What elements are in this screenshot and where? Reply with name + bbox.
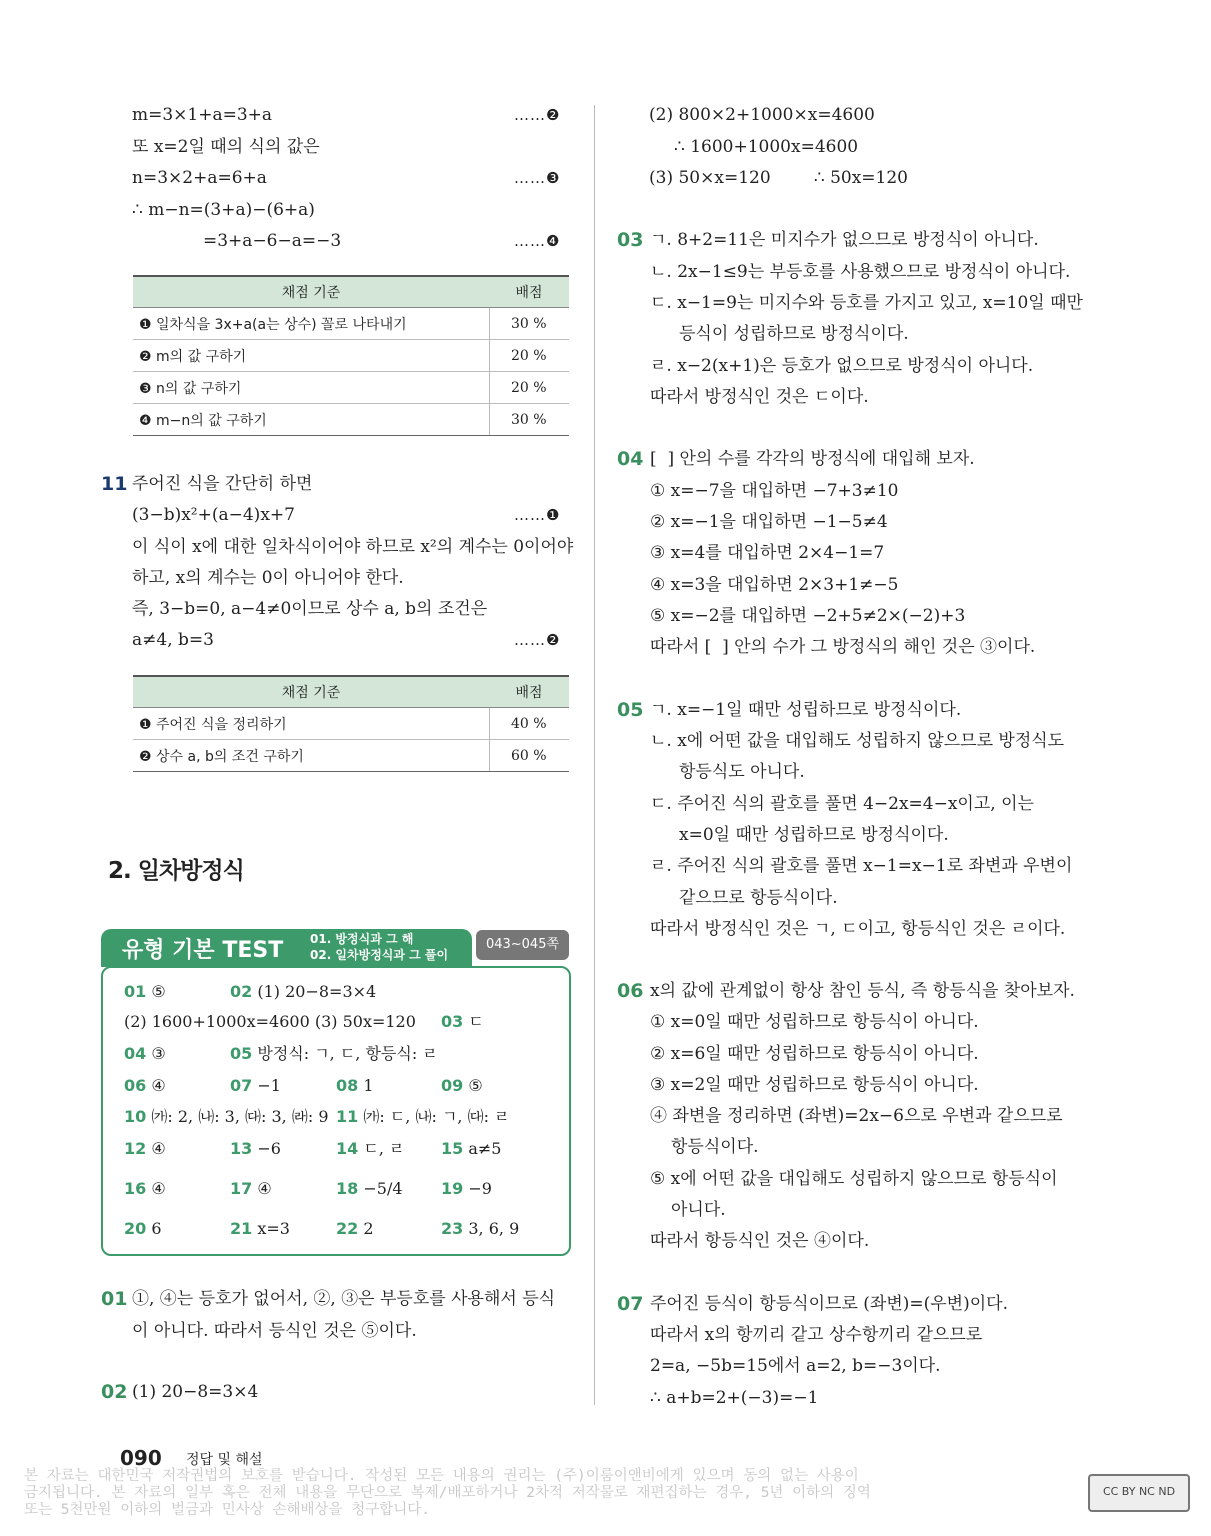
answer-item: 13 −6 bbox=[230, 1139, 281, 1158]
solution-line: (3−b)x²+(a−4)x+7 bbox=[132, 505, 295, 525]
answer-item: 03 ㄷ bbox=[441, 1012, 484, 1031]
page-range-badge: 043~045쪽 bbox=[476, 930, 569, 960]
table-header: 배점 bbox=[489, 276, 569, 308]
test-box-subtitle: 01. 방정식과 그 해 bbox=[310, 932, 414, 946]
solution-line: 같으므로 항등식이다. bbox=[679, 888, 838, 908]
answer-item: 09 ⑤ bbox=[441, 1076, 483, 1095]
answer-item: 07 −1 bbox=[230, 1076, 281, 1095]
score-cell: 60 % bbox=[489, 740, 569, 772]
answer-item: (2) 1600+1000x=4600 (3) 50x=120 bbox=[124, 1012, 416, 1031]
solution-line: ① x=0일 때만 성립하므로 항등식이 아니다. bbox=[650, 1012, 979, 1032]
table-row bbox=[133, 740, 569, 772]
score-cell: 30 % bbox=[489, 308, 569, 340]
score-cell: 40 % bbox=[489, 708, 569, 740]
solution-line: 주어진 등식이 항등식이므로 (좌변)=(우변)이다. bbox=[650, 1294, 1008, 1314]
section-title: 2. 일차방정식 bbox=[108, 858, 244, 884]
step-mark: ……❷ bbox=[514, 106, 561, 124]
answer-item: 16 ④ bbox=[124, 1179, 166, 1198]
solution-line: ⑤ x에 어떤 값을 대입해도 성립하지 않으므로 항등식이 bbox=[650, 1169, 1058, 1189]
criterion-cell: ❶ 주어진 식을 정리하기 bbox=[133, 708, 489, 740]
solution-line: ⑤ x=−2를 대입하면 −2+5≠2×(−2)+3 bbox=[650, 606, 966, 626]
criterion-cell: ❶ 일차식을 3x+a(a는 상수) 꼴로 나타내기 bbox=[133, 308, 489, 340]
solution-line: [ ] 안의 수를 각각의 방정식에 대입해 보자. bbox=[650, 449, 975, 469]
test-box-title: 유형 기본 TEST bbox=[122, 938, 284, 963]
footer-label: 정답 및 해설 bbox=[186, 1452, 263, 1468]
answer-item: 23 3, 6, 9 bbox=[441, 1219, 520, 1238]
question-number: 05 bbox=[617, 699, 644, 721]
solution-line: 항등식이다. bbox=[671, 1137, 759, 1157]
table-row bbox=[133, 708, 569, 740]
solution-line: 따라서 x의 항끼리 같고 상수항끼리 같으므로 bbox=[650, 1325, 983, 1345]
solution-line: =3+a−6−a=−3 bbox=[203, 231, 342, 251]
table-row bbox=[133, 372, 569, 404]
answer-item: 20 6 bbox=[124, 1219, 162, 1238]
solution-line: ③ x=2일 때만 성립하므로 항등식이 아니다. bbox=[650, 1075, 979, 1095]
solution-line: ㄷ. 주어진 식의 괄호를 풀면 4−2x=4−x이고, 이는 bbox=[650, 794, 1034, 814]
answer-item: 08 1 bbox=[336, 1076, 374, 1095]
answer-item: 01 ⑤ bbox=[124, 982, 166, 1001]
answer-item: 15 a≠5 bbox=[441, 1139, 502, 1158]
solution-line: 등식이 성립하므로 방정식이다. bbox=[679, 324, 909, 344]
table-header: 채점 기준 bbox=[133, 676, 489, 708]
solution-line: ∴ a+b=2+(−3)=−1 bbox=[650, 1388, 819, 1408]
solution-line: (2) 800×2+1000×x=4600 bbox=[649, 105, 875, 125]
page-number: 090 bbox=[120, 1446, 162, 1470]
solution-line: 따라서 방정식인 것은 ㄱ, ㄷ이고, 항등식인 것은 ㄹ이다. bbox=[650, 919, 1066, 939]
answer-item: 10 ㈎: 2, ㈏: 3, ㈐: 3, ㈑: 9 bbox=[124, 1107, 329, 1126]
question-number: 03 bbox=[617, 229, 644, 251]
solution-line: 따라서 방정식인 것은 ㄷ이다. bbox=[650, 387, 869, 407]
table-row bbox=[133, 308, 569, 340]
solution-line: ① x=−7을 대입하면 −7+3≠10 bbox=[650, 481, 899, 501]
answer-item: 17 ④ bbox=[230, 1179, 272, 1198]
score-cell: 20 % bbox=[489, 340, 569, 372]
question-number: 07 bbox=[617, 1293, 644, 1315]
table-header: 배점 bbox=[489, 676, 569, 708]
answer-item: 19 −9 bbox=[441, 1179, 492, 1198]
score-cell: 30 % bbox=[489, 404, 569, 436]
solution-line: 이 식이 x에 대한 일차식이어야 하므로 x²의 계수는 0이어야 bbox=[132, 537, 574, 557]
solution-line: x의 값에 관계없이 항상 참인 등식, 즉 항등식을 찾아보자. bbox=[650, 981, 1075, 1001]
solution-line: ㄴ. x에 어떤 값을 대입해도 성립하지 않으므로 방정식도 bbox=[650, 731, 1065, 751]
solution-line: ㄹ. x−2(x+1)은 등호가 없으므로 방정식이 아니다. bbox=[650, 356, 1034, 376]
solution-line: n=3×2+a=6+a bbox=[132, 168, 267, 188]
solution-line: ∴ m−n=(3+a)−(6+a) bbox=[132, 200, 315, 220]
solution-line: 이 아니다. 따라서 등식인 것은 ⑤이다. bbox=[132, 1321, 417, 1341]
solution-line: ② x=−1을 대입하면 −1−5≠4 bbox=[650, 512, 888, 532]
solution-line: ② x=6일 때만 성립하므로 항등식이 아니다. bbox=[650, 1044, 979, 1064]
cc-license-icon: CC BY NC ND bbox=[1088, 1474, 1190, 1512]
answer-item: 18 −5/4 bbox=[336, 1179, 403, 1198]
solution-line: 주어진 식을 간단히 하면 bbox=[132, 474, 313, 494]
answer-item: 02 (1) 20−8=3×4 bbox=[230, 982, 377, 1001]
score-cell: 20 % bbox=[489, 372, 569, 404]
solution-line: 아니다. bbox=[671, 1200, 726, 1220]
question-number: 01 bbox=[101, 1288, 128, 1310]
solution-line: ㄱ. 8+2=11은 미지수가 없으므로 방정식이 아니다. bbox=[650, 230, 1039, 250]
answer-item: 06 ④ bbox=[124, 1076, 166, 1095]
answer-item: 12 ④ bbox=[124, 1139, 166, 1158]
solution-line: 따라서 항등식인 것은 ④이다. bbox=[650, 1231, 870, 1251]
step-mark: ……❶ bbox=[514, 506, 561, 524]
solution-line: 또 x=2일 때의 식의 값은 bbox=[132, 137, 320, 157]
solution-line: 항등식도 아니다. bbox=[679, 762, 805, 782]
table-row bbox=[133, 340, 569, 372]
solution-line: m=3×1+a=3+a bbox=[132, 105, 273, 125]
table-header: 채점 기준 bbox=[133, 276, 489, 308]
solution-line: (1) 20−8=3×4 bbox=[132, 1382, 259, 1402]
solution-line: ∴ 1600+1000x=4600 bbox=[674, 137, 859, 157]
criterion-cell: ❷ 상수 a, b의 조건 구하기 bbox=[133, 740, 489, 772]
question-number: 02 bbox=[101, 1381, 128, 1403]
step-mark: ……❷ bbox=[514, 631, 561, 649]
solution-line: ①, ④는 등호가 없어서, ②, ③은 부등호를 사용해서 등식 bbox=[132, 1289, 556, 1309]
solution-line: x=0일 때만 성립하므로 방정식이다. bbox=[679, 825, 949, 845]
criterion-cell: ❷ m의 값 구하기 bbox=[133, 340, 489, 372]
scoring-table bbox=[133, 675, 569, 772]
criterion-cell: ❸ n의 값 구하기 bbox=[133, 372, 489, 404]
copyright-notice: 또는 5천만원 이하의 벌금과 민사상 손해배상을 청구합니다. bbox=[24, 1502, 431, 1518]
step-mark: ……❹ bbox=[514, 232, 561, 250]
scoring-table bbox=[133, 275, 569, 436]
answer-item: 11 ㈎: ㄷ, ㈏: ㄱ, ㈐: ㄹ bbox=[336, 1107, 510, 1126]
solution-line: 즉, 3−b=0, a−4≠0이므로 상수 a, b의 조건은 bbox=[132, 599, 488, 619]
solution-line: ㄱ. x=−1일 때만 성립하므로 방정식이다. bbox=[650, 700, 962, 720]
solution-line: 2=a, −5b=15에서 a=2, b=−3이다. bbox=[650, 1356, 941, 1376]
solution-line: (3) 50×x=120 ∴ 50x=120 bbox=[649, 168, 909, 188]
solution-line: 따라서 [ ] 안의 수가 그 방정식의 해인 것은 ③이다. bbox=[650, 637, 1036, 657]
solution-line: ㄹ. 주어진 식의 괄호를 풀면 x−1=x−1로 좌변과 우변이 bbox=[650, 856, 1073, 876]
answer-item: 05 방정식: ㄱ, ㄷ, 항등식: ㄹ bbox=[230, 1044, 438, 1063]
column-divider bbox=[594, 105, 595, 1405]
solution-line: 하고, x의 계수는 0이 아니어야 한다. bbox=[132, 568, 404, 588]
criterion-cell: ❹ m−n의 값 구하기 bbox=[133, 404, 489, 436]
step-mark: ……❸ bbox=[514, 169, 561, 187]
table-row bbox=[133, 404, 569, 436]
answer-item: 14 ㄷ, ㄹ bbox=[336, 1139, 405, 1158]
answer-item: 04 ③ bbox=[124, 1044, 166, 1063]
solution-line: ㄷ. x−1=9는 미지수와 등호를 가지고 있고, x=10일 때만 bbox=[650, 293, 1083, 313]
solution-line: ④ x=3을 대입하면 2×3+1≠−5 bbox=[650, 575, 899, 595]
question-number: 11 bbox=[101, 473, 128, 495]
question-number: 04 bbox=[617, 448, 644, 470]
test-box-subtitle: 02. 일차방정식과 그 풀이 bbox=[310, 948, 449, 962]
copyright-notice: 본 자료는 대한민국 저작권법의 보호를 받습니다. 작성된 모든 내용의 권리는 (주)이룸이앤비에게 있으며 동의 없는 사용이 bbox=[24, 1468, 859, 1484]
solution-line: ㄴ. 2x−1≤9는 부등호를 사용했으므로 방정식이 아니다. bbox=[650, 262, 1071, 282]
question-number: 06 bbox=[617, 980, 644, 1002]
answer-item: 22 2 bbox=[336, 1219, 374, 1238]
solution-line: a≠4, b=3 bbox=[132, 630, 214, 650]
solution-line: ④ 좌변을 정리하면 (좌변)=2x−6으로 우변과 같으므로 bbox=[650, 1106, 1063, 1126]
answer-item: 21 x=3 bbox=[230, 1219, 290, 1238]
solution-line: ③ x=4를 대입하면 2×4−1=7 bbox=[650, 543, 885, 563]
copyright-notice: 금지됩니다. 본 자료의 일부 혹은 전체 내용을 무단으로 복제/배포하거나 2차적 저작물로 재편집하는 경우, 5년 이하의 징역 bbox=[24, 1485, 871, 1501]
